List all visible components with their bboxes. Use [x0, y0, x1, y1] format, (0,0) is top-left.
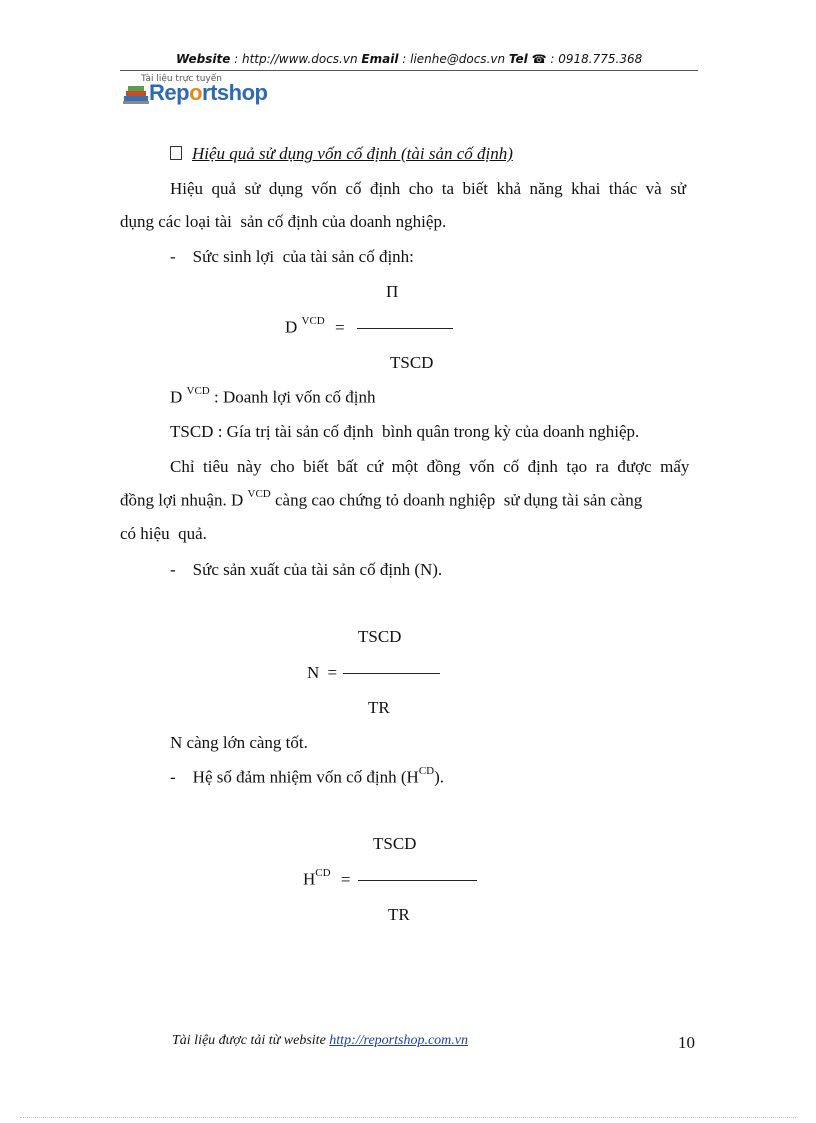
- tel-value: : 0918.775.368: [546, 52, 643, 66]
- formula-1-lhs: D $^{VCD}$ =: [285, 315, 345, 337]
- logo-tagline: Tài liệu trực tuyến: [141, 74, 222, 84]
- formula-1-numerator: Π: [386, 282, 399, 301]
- formula-2-numerator: TSCD: [358, 627, 402, 646]
- website-value[interactable]: : http://www.docs.vn: [230, 52, 362, 66]
- paragraph-2-line-3: có hiệu quả.: [120, 524, 207, 543]
- paragraph-1-line-2: dụng các loại tài sản cố định của doanh nghiệp.: [120, 212, 447, 231]
- email-label: Email: [361, 52, 399, 66]
- page-bottom-border: [20, 1117, 796, 1118]
- definition-dvcd: D $^{VCD}$ : Doanh lợi vốn cố định: [170, 385, 376, 407]
- reportshop-logo: [123, 74, 283, 106]
- list-item-3: - Hệ số đảm nhiệm vốn cố định $(H^{CD})$.: [170, 765, 445, 787]
- paragraph-2-line-2: đồng lợi nhuận. D $^{VCD}$ càng cao chứng tỏ doanh nghiệp sử dụng tài sản càng: [120, 488, 643, 510]
- page-number: 10: [678, 1033, 695, 1052]
- page-header: [176, 52, 642, 66]
- paragraph-3: N càng lớn càng tốt.: [170, 733, 308, 752]
- formula-2-denominator: TR: [368, 698, 390, 717]
- formula-3-fraction-bar: [358, 880, 477, 881]
- list-item-2: - Sức sản xuất của tài sản cố định (N).: [170, 560, 443, 579]
- bullet-box-icon: [170, 146, 182, 160]
- section-heading: Hiệu quả sử dụng vốn cố định (tài sản cố định): [170, 144, 513, 164]
- paragraph-2-line-1: Chỉ tiêu này cho biết bất cứ một đồng vốn cố định tạo ra được mấy: [170, 457, 690, 476]
- paragraph-1-line-1: Hiệu quả sử dụng vốn cố định cho ta biết khả năng khai thác và sử: [170, 179, 687, 198]
- list-item-1: - Sức sinh lợi của tài sản cố định:: [170, 247, 414, 266]
- definition-tscd: TSCD : Gía trị tài sản cố định bình quân trong kỳ của doanh nghiệp.: [170, 422, 640, 441]
- formula-3-lhs: $H^{CD}$ =: [303, 867, 351, 889]
- phone-icon: ☎: [531, 52, 547, 66]
- footer-link[interactable]: http://reportshop.com.vn: [329, 1033, 468, 1048]
- logo-wordmark: Reportshop: [149, 80, 268, 105]
- formula-3-numerator: TSCD: [373, 834, 417, 853]
- formula-2-lhs: N =: [307, 663, 338, 682]
- books-icon: [123, 82, 149, 106]
- formula-2-fraction-bar: [343, 673, 440, 674]
- formula-3-denominator: TR: [388, 905, 410, 924]
- page-footer: Tài liệu được tải từ website http://reportshop.com.vn: [172, 1033, 468, 1048]
- tel-label: Tel: [508, 52, 528, 66]
- formula-1-denominator: TSCD: [390, 353, 434, 372]
- website-label: Website: [176, 52, 231, 66]
- email-value[interactable]: : lienhe@docs.vn: [398, 52, 509, 66]
- formula-1-fraction-bar: [357, 328, 453, 329]
- header-divider: [120, 70, 698, 71]
